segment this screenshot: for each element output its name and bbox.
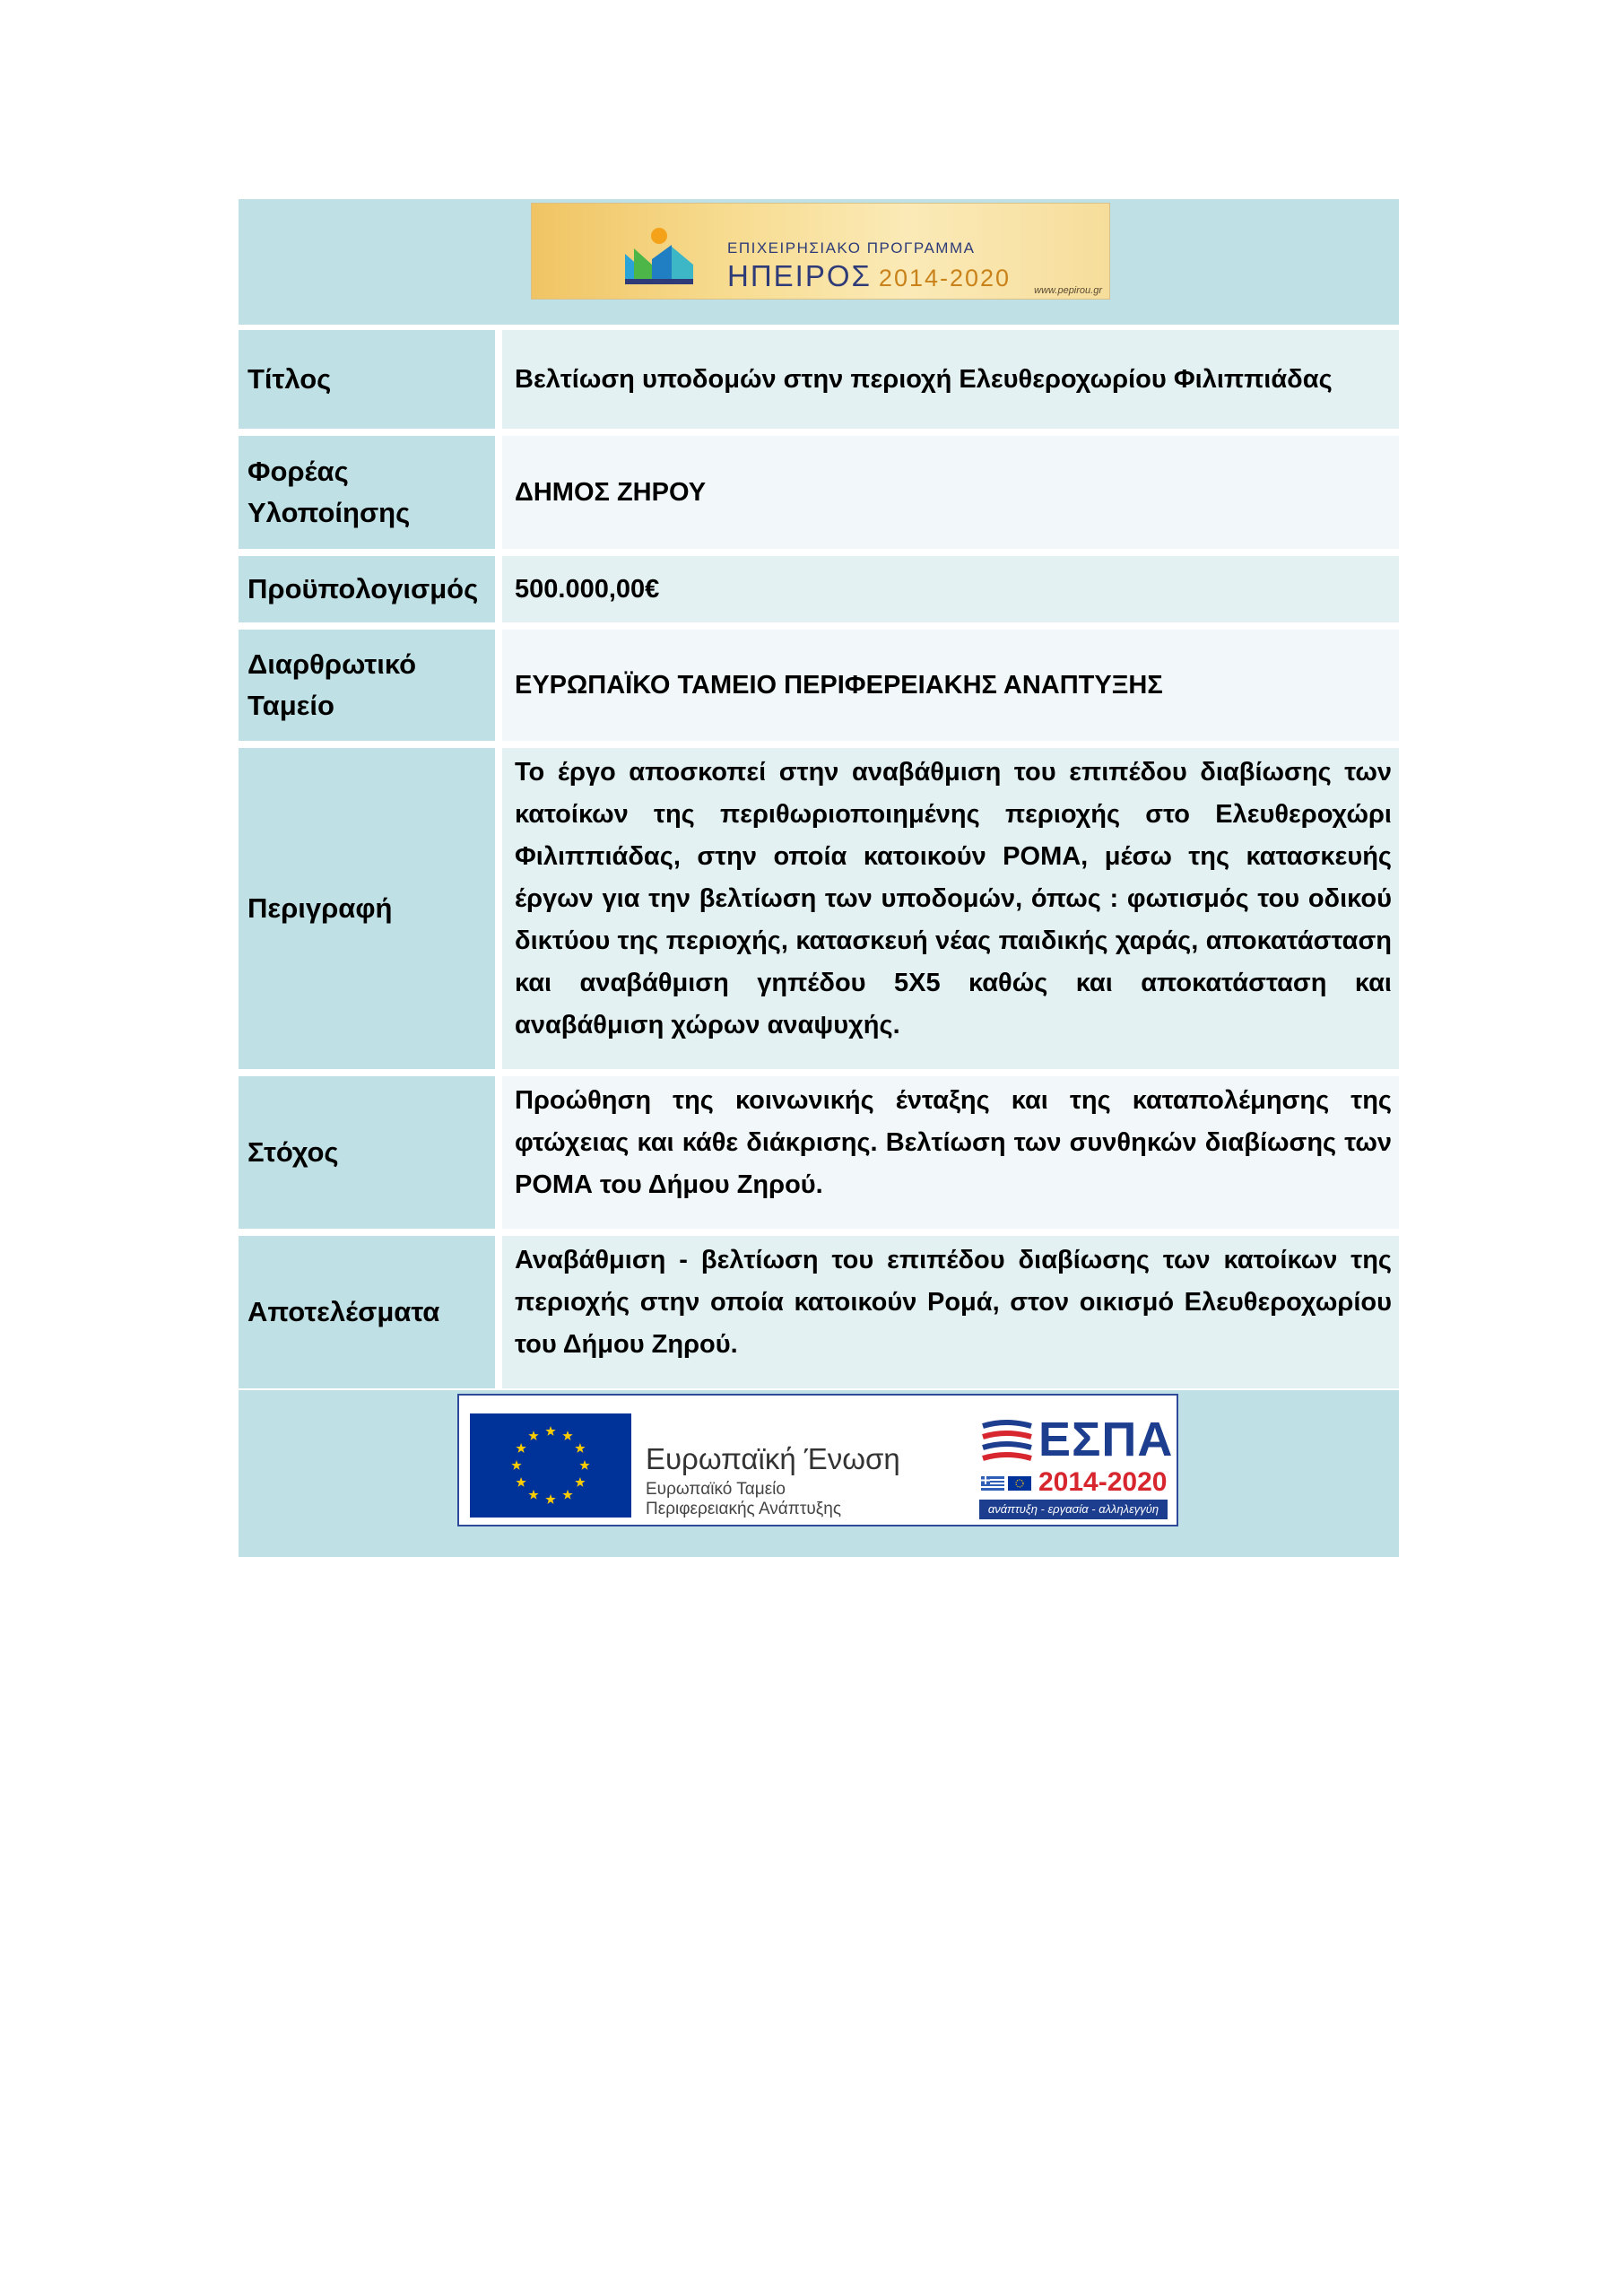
row-description bbox=[239, 741, 1399, 1069]
row-implementing-body bbox=[239, 429, 1399, 549]
greek-eu-flags-icon bbox=[979, 1474, 1033, 1492]
espa-stripes-icon bbox=[979, 1417, 1033, 1467]
project-info-sheet bbox=[239, 199, 1399, 1557]
footer-banner bbox=[239, 1388, 1399, 1557]
row-results bbox=[239, 1229, 1399, 1388]
row-goal bbox=[239, 1069, 1399, 1229]
value-results bbox=[495, 1236, 1399, 1388]
results-text: Αναβάθμιση - βελτίωση του επιπέδου διαβίωσης των κατοίκων της περιοχής στην οποία κατοικούν Ρομά, στον οικισμό Ελευθεροχωρίου του Δήμου Ζηρού. bbox=[515, 1246, 1392, 1359]
programme-caption: ΕΠΙΧΕΙΡΗΣΙΑΚΟ ΠΡΟΓΡΑΜΜΑ bbox=[727, 239, 976, 257]
label-structural-fund: Διαρθρωτικό Ταμείο bbox=[239, 630, 495, 741]
epirus-mountains-sun-icon bbox=[621, 223, 702, 286]
header-banner bbox=[239, 199, 1399, 325]
row-structural-fund bbox=[239, 622, 1399, 741]
programme-url: www.pepirou.gr bbox=[1034, 285, 1102, 296]
programme-years: 2014-2020 bbox=[878, 265, 1012, 291]
value-description bbox=[495, 748, 1399, 1069]
value-goal bbox=[495, 1076, 1399, 1229]
label-budget: Προϋπολογισμός bbox=[239, 556, 495, 622]
value-implementing-body: ΔΗΜΟΣ ΖΗΡΟΥ bbox=[495, 436, 1399, 549]
label-results: Αποτελέσματα bbox=[239, 1236, 495, 1388]
espa-name: ΕΣΠΑ bbox=[1038, 1413, 1174, 1466]
funding-logos bbox=[457, 1394, 1178, 1526]
label-description: Περιγραφή bbox=[239, 748, 495, 1069]
label-goal: Στόχος bbox=[239, 1076, 495, 1229]
label-title: Τίτλος bbox=[239, 330, 495, 429]
goal-text: Προώθηση της κοινωνικής ένταξης και της καταπολέμησης της φτώχειας και κάθε διάκρισης. Βελτίωση των συνθηκών διαβίωσης των ΡΟΜΑ του Δήμου Ζηρού. bbox=[515, 1086, 1392, 1199]
description-text: Το έργο αποσκοπεί στην αναβάθμιση του επιπέδου διαβίωσης των κατοίκων της περιθωριοποιημένης περιοχής στο Ελευθεροχώρι Φιλιππιάδας, στην οποία κατοικούν ΡΟΜΑ, μέσω της κατασκευής έργων για την βελτίωση των υποδομών, όπως : φωτισμός του οδικού δικτύου της περιοχής, κατασκευή νέας παιδικής χαράς, αποκατάσταση και αναβάθμιση γηπέδου 5Χ5 καθώς και αποκατάσταση και αναβάθμιση χώρων αναψυχής. bbox=[515, 758, 1392, 1039]
eu-fund-line1: Ευρωπαϊκό Ταμείο bbox=[646, 1480, 786, 1499]
espa-logo bbox=[979, 1412, 1174, 1519]
operational-programme-logo bbox=[531, 203, 1110, 300]
value-budget: 500.000,00€ bbox=[495, 556, 1399, 622]
row-budget bbox=[239, 549, 1399, 622]
value-structural-fund: ΕΥΡΩΠΑΪΚΟ ΤΑΜΕΙΟ ΠΕΡΙΦΕΡΕΙΑΚΗΣ ΑΝΑΠΤΥΞΗΣ bbox=[495, 630, 1399, 741]
label-implementing-body: Φορέας Υλοποίησης bbox=[239, 436, 495, 549]
eu-fund-line2: Περιφερειακής Ανάπτυξης bbox=[646, 1500, 841, 1518]
value-title: Βελτίωση υποδομών στην περιοχή Ελευθεροχωρίου Φιλιππιάδας bbox=[495, 330, 1399, 429]
programme-region: ΗΠΕΙΡΟΣ bbox=[727, 259, 872, 292]
espa-years: 2014-2020 bbox=[1038, 1467, 1168, 1497]
row-title bbox=[239, 325, 1399, 429]
eu-title: Ευρωπαϊκή Ένωση bbox=[646, 1442, 900, 1475]
programme-name bbox=[727, 259, 1011, 293]
eu-flag-icon bbox=[470, 1413, 631, 1518]
espa-tagline: ανάπτυξη - εργασία - αλληλεγγύη bbox=[979, 1500, 1168, 1519]
